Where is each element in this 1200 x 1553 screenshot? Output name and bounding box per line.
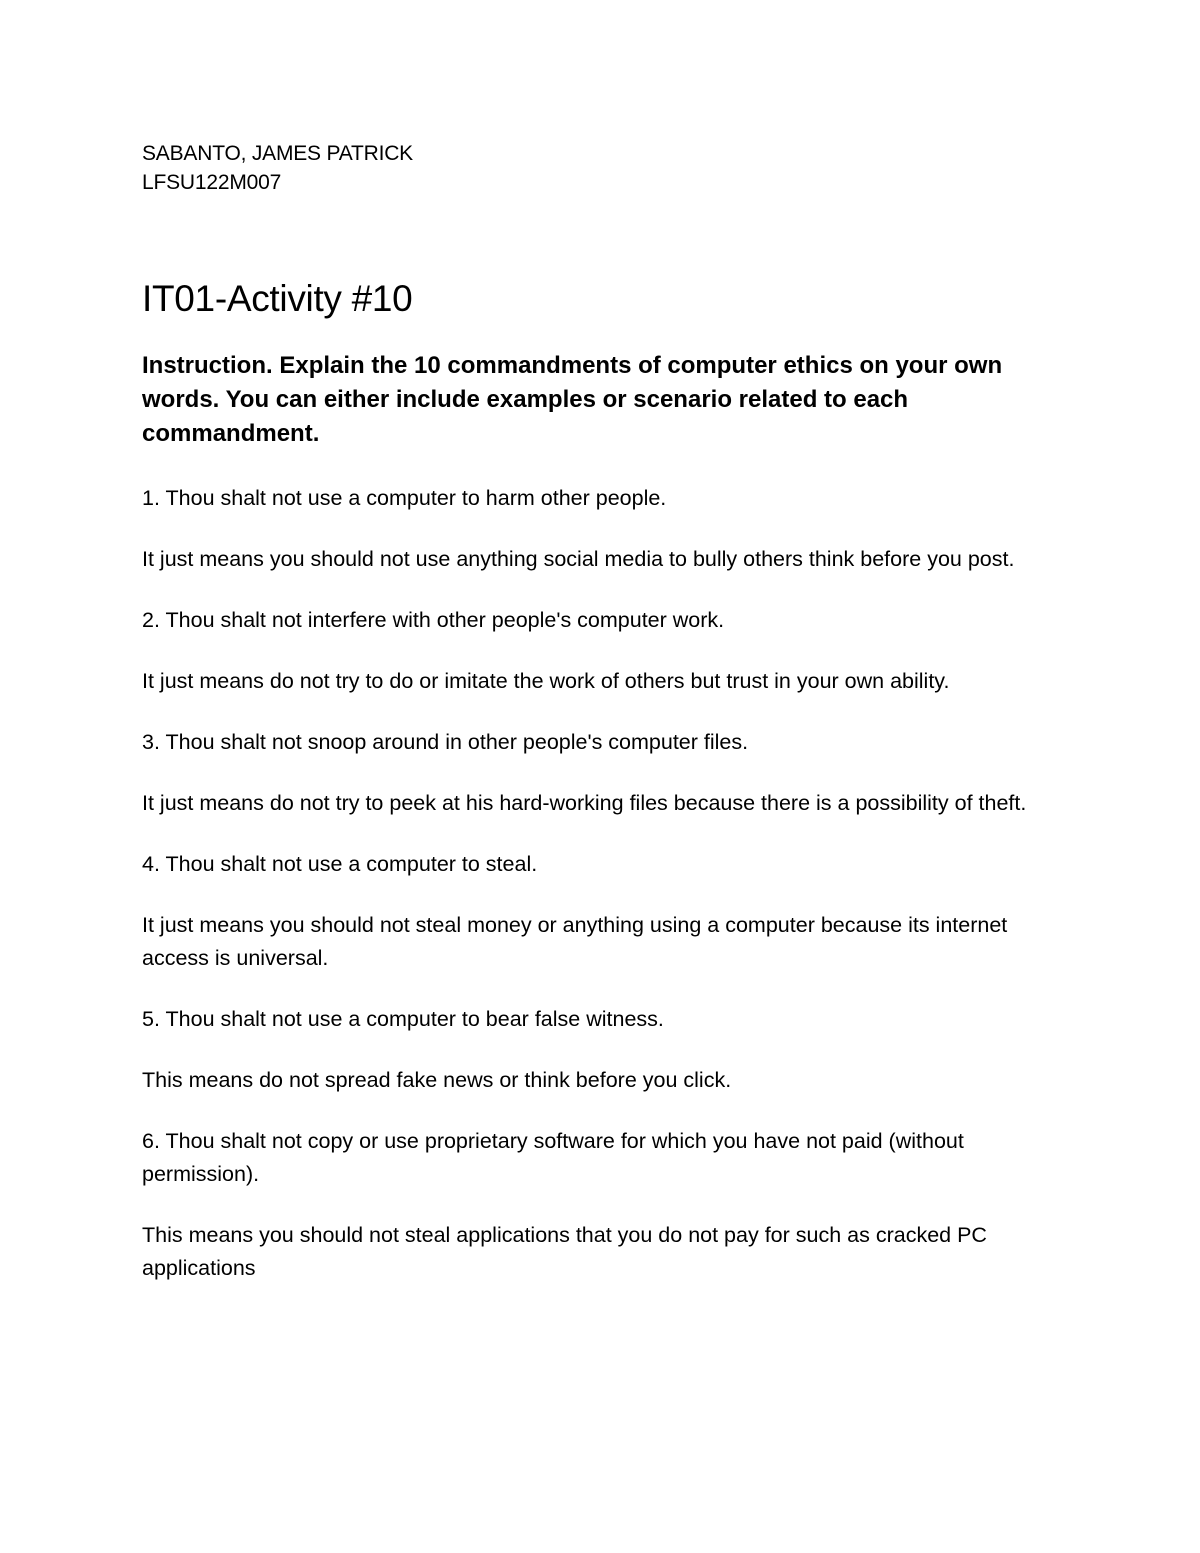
commandment-explanation: This means you should not steal applications that you do not pay for such as cracked PC applications xyxy=(142,1223,987,1280)
commandment-explanation: It just means do not try to do or imitate the work of others but trust in your own ability. xyxy=(142,669,950,693)
commandment-explanation: It just means you should not use anything social media to bully others think before you post. xyxy=(142,547,1015,571)
commandment-item xyxy=(142,1003,1062,1097)
student-id: LFSU122M007 xyxy=(142,171,282,194)
author-name: SABANTO, JAMES PATRICK xyxy=(142,142,413,165)
commandment-text: 2. Thou shalt not interfere with other people's computer work. xyxy=(142,608,725,632)
commandment-item xyxy=(142,1125,1062,1285)
commandment-item xyxy=(142,848,1062,975)
commandment-text: 6. Thou shalt not copy or use proprietary software for which you have not paid (without permission). xyxy=(142,1129,964,1186)
commandment-text: 5. Thou shalt not use a computer to bear false witness. xyxy=(142,1007,664,1031)
document-page xyxy=(142,139,1062,1285)
document-title: IT01-Activity #10 xyxy=(142,278,413,319)
commandment-text: 3. Thou shalt not snoop around in other people's computer files. xyxy=(142,730,749,754)
commandment-item xyxy=(142,726,1062,820)
commandment-explanation: This means do not spread fake news or think before you click. xyxy=(142,1068,732,1092)
commandment-item xyxy=(142,604,1062,698)
commandment-list xyxy=(142,482,1062,1285)
commandment-text: 4. Thou shalt not use a computer to steal. xyxy=(142,852,538,876)
instruction-text: Instruction. Explain the 10 commandments of computer ethics on your own words. You can either include examples or scenario related to each commandment. xyxy=(142,352,1003,447)
commandment-item xyxy=(142,482,1062,576)
commandment-text: 1. Thou shalt not use a computer to harm other people. xyxy=(142,486,667,510)
commandment-explanation: It just means do not try to peek at his hard-working files because there is a possibility of theft. xyxy=(142,791,1027,815)
commandment-explanation: It just means you should not steal money or anything using a computer because its internet access is universal. xyxy=(142,913,1008,970)
